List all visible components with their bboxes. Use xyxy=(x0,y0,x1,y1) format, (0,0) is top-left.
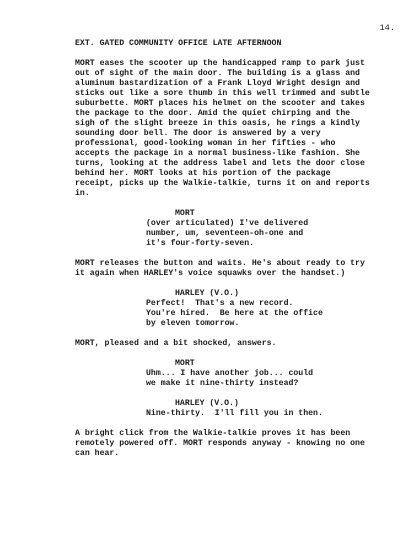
action-line: A bright click from the Walkie-talkie proves it has been xyxy=(75,429,351,438)
action-line: MORT releases the button and waits. He's about ready to try xyxy=(75,259,365,268)
action-line: receipt, picks up the Walkie-talkie, turns it on and reports xyxy=(75,179,370,188)
action-line: MORT eases the scooter up the handicapped ramp to park just xyxy=(75,59,365,68)
action-paragraph xyxy=(75,339,395,349)
action-paragraph xyxy=(75,429,395,459)
scene-heading: EXT. GATED COMMUNITY OFFICE LATE AFTERNOON xyxy=(75,39,282,48)
action-line: the package to the door. Amid the quiet chirping and the xyxy=(75,109,351,118)
action-line: out of sight of the main door. The building is a glass and xyxy=(75,69,360,78)
action-line: remotely powered off. MORT responds anyway - knowing no one xyxy=(75,439,365,448)
action-line: sigh of the slight breeze in this oasis, he rings a kindly xyxy=(75,119,360,128)
dialogue-line: Perfect! That's a new record. xyxy=(146,299,294,308)
script-content xyxy=(75,39,395,469)
action-line: it again when HARLEY's voice squawks over the handset.) xyxy=(75,269,346,278)
dialogue-line: number, um, seventeen-oh-one and xyxy=(146,229,304,238)
action-line: in. xyxy=(75,189,90,198)
action-line: can hear. xyxy=(75,449,120,458)
dialogue-line: You're hired. Be here at the office xyxy=(146,309,323,318)
action-line: aluminum bastardization of a Frank Lloyd Wright design and xyxy=(75,79,360,88)
dialogue-block xyxy=(75,289,395,329)
action-paragraph xyxy=(75,259,395,279)
character-name: HARLEY (V.O.) xyxy=(175,289,239,298)
dialogue-line: Uhm... I have another job... could xyxy=(146,369,314,378)
action-paragraph xyxy=(75,59,395,199)
action-line: suburbette. MORT places his helmet on the scooter and takes xyxy=(75,99,365,108)
page-number: 14. xyxy=(379,23,395,33)
dialogue-line: Nine-thirty. I'll fill you in then. xyxy=(146,409,323,418)
dialogue-line: we make it nine-thirty instead? xyxy=(146,379,299,388)
action-line: turns, looking at the address label and lets the door close xyxy=(75,159,365,168)
character-name: HARLEY (V.O.) xyxy=(175,399,239,408)
dialogue-line: (over articulated) I've delivered xyxy=(146,219,309,228)
action-line: sticks out like a sore thumb in this well trimmed and subtle xyxy=(75,89,370,98)
dialogue-line: it's four-forty-seven. xyxy=(146,239,255,248)
action-line: professional, good-looking woman in her fifties - who xyxy=(75,139,336,148)
dialogue-block xyxy=(75,209,395,249)
action-line: accepts the package in a normal business-like fashion. She xyxy=(75,149,360,158)
character-name: MORT xyxy=(175,209,195,218)
dialogue-line: by eleven tomorrow. xyxy=(146,319,240,328)
action-line: sounding door bell. The door is answered by a very xyxy=(75,129,321,138)
dialogue-block xyxy=(75,399,395,419)
action-line: MORT, pleased and a bit shocked, answers. xyxy=(75,339,277,348)
dialogue-block xyxy=(75,359,395,389)
character-name: MORT xyxy=(175,359,195,368)
action-line: behind her. MORT looks at his portion of the package xyxy=(75,169,331,178)
